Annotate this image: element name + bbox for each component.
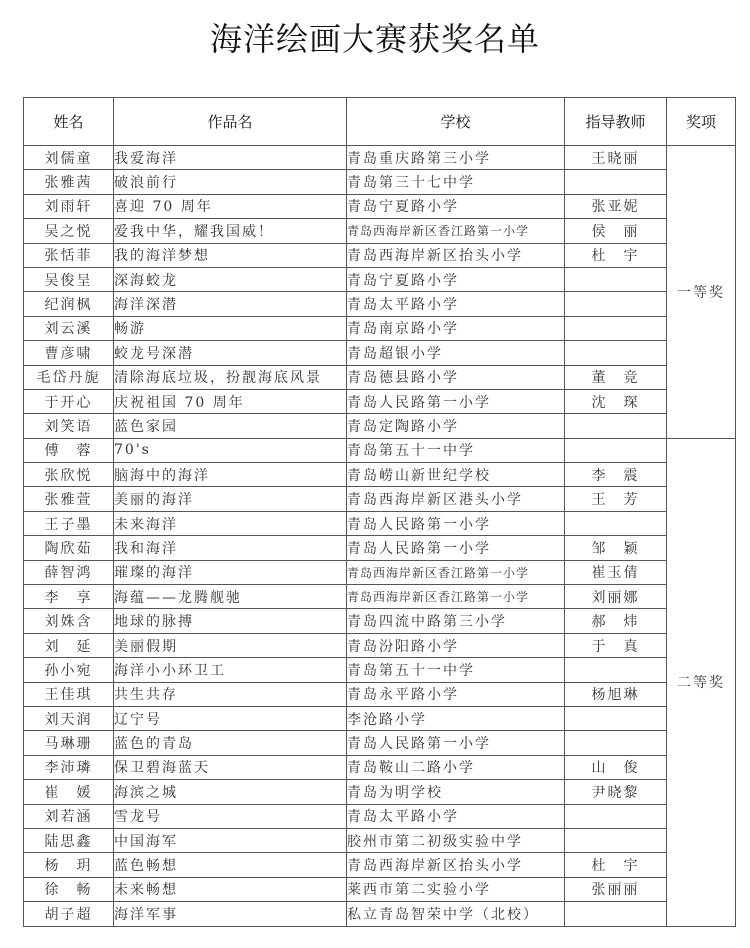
header-teacher: 指导教师: [565, 98, 667, 146]
school-cell: 青岛西海岸新区香江路第一小学: [347, 585, 565, 609]
teacher-cell: [565, 511, 667, 535]
work-title-cell: 我和海洋: [114, 536, 347, 560]
teacher-cell: [565, 438, 667, 462]
student-name-cell: 刘云溪: [24, 316, 114, 340]
school-cell: 青岛人民路第一小学: [347, 511, 565, 535]
work-title-cell: 璀璨的海洋: [114, 560, 347, 584]
student-name-cell: 吴俊呈: [24, 267, 114, 291]
work-title-cell: 爱我中华，耀我国威！: [114, 219, 347, 243]
student-name-cell: 张欣悦: [24, 463, 114, 487]
table-row: [24, 438, 736, 462]
table-row: [24, 633, 736, 657]
school-cell: 李沧路小学: [347, 706, 565, 730]
teacher-cell: [565, 731, 667, 755]
work-title-cell: 共生共存: [114, 682, 347, 706]
student-name-cell: 于开心: [24, 389, 114, 413]
table-row: [24, 243, 736, 267]
teacher-cell: [565, 658, 667, 682]
table-row: [24, 877, 736, 901]
table-row: [24, 267, 736, 291]
header-school: 学校: [347, 98, 565, 146]
table-row: [24, 585, 736, 609]
student-name-cell: 张恬菲: [24, 243, 114, 267]
school-cell: 青岛人民路第一小学: [347, 389, 565, 413]
table-row: [24, 389, 736, 413]
student-name-cell: 毛岱丹旎: [24, 365, 114, 389]
work-title-cell: 清除海底垃圾，扮靓海底风景: [114, 365, 347, 389]
table-row: [24, 463, 736, 487]
school-cell: 青岛西海岸新区香江路第一小学: [347, 560, 565, 584]
work-title-cell: 美丽的海洋: [114, 487, 347, 511]
table-row: [24, 682, 736, 706]
school-cell: 青岛西海岸新区抬头小学: [347, 853, 565, 877]
teacher-cell: 尹晓黎: [565, 780, 667, 804]
school-cell: 青岛为明学校: [347, 780, 565, 804]
work-title-cell: 我的海洋梦想: [114, 243, 347, 267]
school-cell: 青岛崂山新世纪学校: [347, 463, 565, 487]
table-row: [24, 658, 736, 682]
work-title-cell: 海洋深潜: [114, 292, 347, 316]
teacher-cell: 李 震: [565, 463, 667, 487]
school-cell: 青岛西海岸新区抬头小学: [347, 243, 565, 267]
work-title-cell: 美丽假期: [114, 633, 347, 657]
work-title-cell: 破浪前行: [114, 170, 347, 194]
student-name-cell: 胡子超: [24, 902, 114, 926]
student-name-cell: 李沛璘: [24, 755, 114, 779]
student-name-cell: 李 享: [24, 585, 114, 609]
school-cell: 青岛太平路小学: [347, 804, 565, 828]
teacher-cell: 邹 颖: [565, 536, 667, 560]
header-work: 作品名: [114, 98, 347, 146]
teacher-cell: [565, 414, 667, 438]
work-title-cell: 保卫碧海蓝天: [114, 755, 347, 779]
work-title-cell: 海洋小小环卫工: [114, 658, 347, 682]
teacher-cell: 郝 炜: [565, 609, 667, 633]
work-title-cell: 海蕴——龙腾舰驰: [114, 585, 347, 609]
student-name-cell: 曹彦啸: [24, 341, 114, 365]
work-title-cell: 70's: [114, 438, 347, 462]
school-cell: 青岛南京路小学: [347, 316, 565, 340]
teacher-cell: [565, 267, 667, 291]
student-name-cell: 张雅萱: [24, 487, 114, 511]
award-level-cell: 二等奖: [667, 438, 736, 926]
school-cell: 莱西市第二实验小学: [347, 877, 565, 901]
table-row: [24, 706, 736, 730]
table-row: [24, 316, 736, 340]
student-name-cell: 吴之悦: [24, 219, 114, 243]
teacher-cell: [565, 706, 667, 730]
teacher-cell: [565, 316, 667, 340]
table-body: [24, 146, 736, 927]
school-cell: 胶州市第二初级实验中学: [347, 828, 565, 852]
teacher-cell: [565, 292, 667, 316]
teacher-cell: 杜 宇: [565, 853, 667, 877]
teacher-cell: 张丽丽: [565, 877, 667, 901]
award-level-cell: 一等奖: [667, 146, 736, 439]
school-cell: 青岛第五十一中学: [347, 438, 565, 462]
student-name-cell: 孙小宛: [24, 658, 114, 682]
student-name-cell: 刘儒童: [24, 146, 114, 170]
work-title-cell: 未来海洋: [114, 511, 347, 535]
teacher-cell: 杨旭琳: [565, 682, 667, 706]
school-cell: 青岛超银小学: [347, 341, 565, 365]
school-cell: 青岛重庆路第三小学: [347, 146, 565, 170]
school-cell: 青岛永平路小学: [347, 682, 565, 706]
student-name-cell: 刘雨轩: [24, 194, 114, 218]
teacher-cell: 杜 宇: [565, 243, 667, 267]
work-title-cell: 蓝色畅想: [114, 853, 347, 877]
student-name-cell: 陶欣茹: [24, 536, 114, 560]
work-title-cell: 雪龙号: [114, 804, 347, 828]
teacher-cell: 王晓丽: [565, 146, 667, 170]
work-title-cell: 中国海军: [114, 828, 347, 852]
school-cell: 青岛汾阳路小学: [347, 633, 565, 657]
student-name-cell: 王佳琪: [24, 682, 114, 706]
header-name: 姓名: [24, 98, 114, 146]
student-name-cell: 纪润枫: [24, 292, 114, 316]
teacher-cell: 刘丽娜: [565, 585, 667, 609]
student-name-cell: 马琳珊: [24, 731, 114, 755]
work-title-cell: 辽宁号: [114, 706, 347, 730]
student-name-cell: 张雅茜: [24, 170, 114, 194]
school-cell: 青岛人民路第一小学: [347, 731, 565, 755]
header-award: 奖项: [667, 98, 736, 146]
table-row: [24, 780, 736, 804]
table-row: [24, 560, 736, 584]
school-cell: 青岛鞍山二路小学: [347, 755, 565, 779]
table-row: [24, 341, 736, 365]
work-title-cell: 蓝色的青岛: [114, 731, 347, 755]
table-row: [24, 804, 736, 828]
table-row: [24, 219, 736, 243]
student-name-cell: 杨 玥: [24, 853, 114, 877]
page-title: 海洋绘画大赛获奖名单: [209, 20, 540, 58]
student-name-cell: 徐 畅: [24, 877, 114, 901]
table-row: [24, 194, 736, 218]
student-name-cell: 刘若涵: [24, 804, 114, 828]
table-row: [24, 414, 736, 438]
teacher-cell: 董 竞: [565, 365, 667, 389]
school-cell: 青岛西海岸新区香江路第一小学: [347, 219, 565, 243]
teacher-cell: 张亚妮: [565, 194, 667, 218]
teacher-cell: 于 真: [565, 633, 667, 657]
student-name-cell: 刘姝含: [24, 609, 114, 633]
table-row: [24, 853, 736, 877]
student-name-cell: 陆思鑫: [24, 828, 114, 852]
teacher-cell: 王 芳: [565, 487, 667, 511]
work-title-cell: 蓝色家园: [114, 414, 347, 438]
teacher-cell: 侯 丽: [565, 219, 667, 243]
student-name-cell: 薛智鸿: [24, 560, 114, 584]
table-row: [24, 511, 736, 535]
school-cell: 青岛第五十一中学: [347, 658, 565, 682]
table-row: [24, 731, 736, 755]
table-row: [24, 828, 736, 852]
table-row: [24, 146, 736, 170]
table-row: [24, 170, 736, 194]
work-title-cell: 喜迎 70 周年: [114, 194, 347, 218]
work-title-cell: 地球的脉搏: [114, 609, 347, 633]
work-title-cell: 我爱海洋: [114, 146, 347, 170]
table-row: [24, 609, 736, 633]
teacher-cell: [565, 341, 667, 365]
work-title-cell: 未来畅想: [114, 877, 347, 901]
teacher-cell: [565, 828, 667, 852]
school-cell: 青岛宁夏路小学: [347, 267, 565, 291]
work-title-cell: 蛟龙号深潜: [114, 341, 347, 365]
teacher-cell: [565, 170, 667, 194]
table-row: [24, 292, 736, 316]
school-cell: 青岛太平路小学: [347, 292, 565, 316]
teacher-cell: [565, 902, 667, 926]
school-cell: 青岛宁夏路小学: [347, 194, 565, 218]
awards-table: [23, 97, 736, 927]
work-title-cell: 深海蛟龙: [114, 267, 347, 291]
work-title-cell: 庆祝祖国 70 周年: [114, 389, 347, 413]
work-title-cell: 海洋军事: [114, 902, 347, 926]
school-cell: 私立青岛智荣中学（北校）: [347, 902, 565, 926]
table-row: [24, 902, 736, 926]
work-title-cell: 脑海中的海洋: [114, 463, 347, 487]
school-cell: 青岛四流中路第三小学: [347, 609, 565, 633]
student-name-cell: 刘 延: [24, 633, 114, 657]
school-cell: 青岛人民路第一小学: [347, 536, 565, 560]
school-cell: 青岛第三十七中学: [347, 170, 565, 194]
table-header-row: [24, 98, 736, 146]
teacher-cell: 山 俊: [565, 755, 667, 779]
work-title-cell: 畅游: [114, 316, 347, 340]
student-name-cell: 傅 蓉: [24, 438, 114, 462]
teacher-cell: 沈 琛: [565, 389, 667, 413]
table-row: [24, 536, 736, 560]
table-row: [24, 487, 736, 511]
school-cell: 青岛西海岸新区港头小学: [347, 487, 565, 511]
student-name-cell: 王子墨: [24, 511, 114, 535]
student-name-cell: 刘笑语: [24, 414, 114, 438]
school-cell: 青岛定陶路小学: [347, 414, 565, 438]
school-cell: 青岛德县路小学: [347, 365, 565, 389]
table-row: [24, 365, 736, 389]
student-name-cell: 崔 媛: [24, 780, 114, 804]
teacher-cell: [565, 804, 667, 828]
table-row: [24, 755, 736, 779]
student-name-cell: 刘天润: [24, 706, 114, 730]
teacher-cell: 崔玉倩: [565, 560, 667, 584]
work-title-cell: 海滨之城: [114, 780, 347, 804]
